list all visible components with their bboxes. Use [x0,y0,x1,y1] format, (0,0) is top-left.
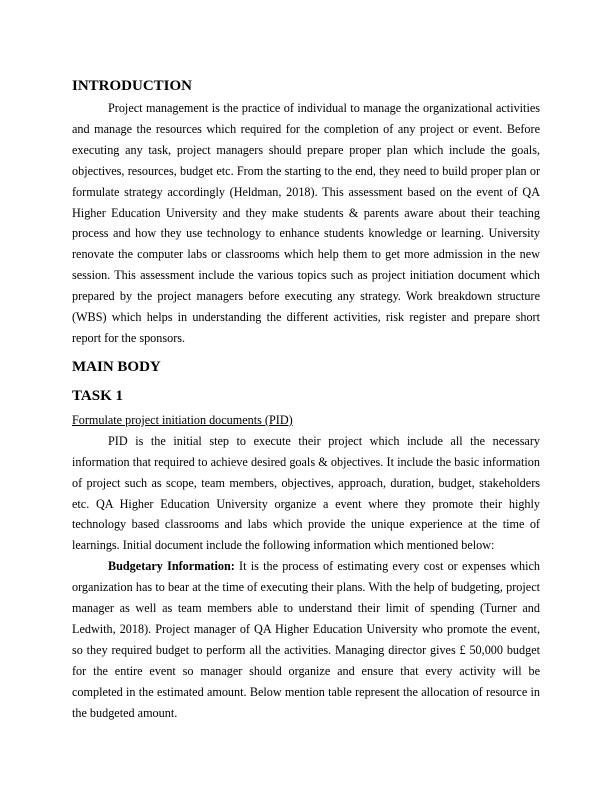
document-page [72,76,540,723]
budgetary-information-label: Budgetary Information: [108,559,235,574]
introduction-heading: INTRODUCTION [72,78,193,94]
introduction-paragraph: Project management is the practice of individual to manage the organizational activities and manage the resources which required for the completion of any project or event. Before executing any task, project managers should prepare proper plan which include the goals, objectives, resources, budget etc. From the starting to the end, they need to build proper plan or formulate strategy accordingly (Heldman, 2018). This assessment based on the event of QA Higher Education University and they make students & parents aware about their teaching process and how they use technology to enhance students knowledge or learning. University renovate the computer labs or classrooms which help them to get more admission in the new session. This assessment include the various topics such as project initiation document which prepared by the project managers before executing any strategy. Work breakdown structure (WBS) which helps in understanding the different activities, risk register and prepare short report for the sponsors. [72,101,540,345]
pid-subheading: Formulate project initiation documents (PID) [72,412,293,427]
task-1-heading: TASK 1 [72,387,123,404]
pid-paragraph: PID is the initial step to execute their project which include all the necessary information that required to achieve desired goals & objectives. It include the basic information of project such as scope, team members, objectives, approach, duration, budget, stakeholders etc. QA Higher Education University organize a event where they promote their highly technology based classrooms and labs which provide the unique experience at the time of learnings. Initial document include the following information which mentioned below: [72,433,540,553]
main-body-heading: MAIN BODY [72,358,161,375]
budgetary-information-paragraph [72,556,540,723]
budgetary-information-text: It is the process of estimating every cost or expenses which organization has to bear at the time of executing their plans. With the help of budgeting, project manager as well as team members able to understand their limit of spending (Turner and Ledwith, 2018). Project manager of QA Higher Education University who promote the event, so they required budget to perform all the activities. Managing director gives £ 50,000 budget for the entire event so manager should organize and ensure that every activity will be completed in the estimated amount. Below mention table represent the allocation of resource in the budgeted amount. [72,559,540,720]
